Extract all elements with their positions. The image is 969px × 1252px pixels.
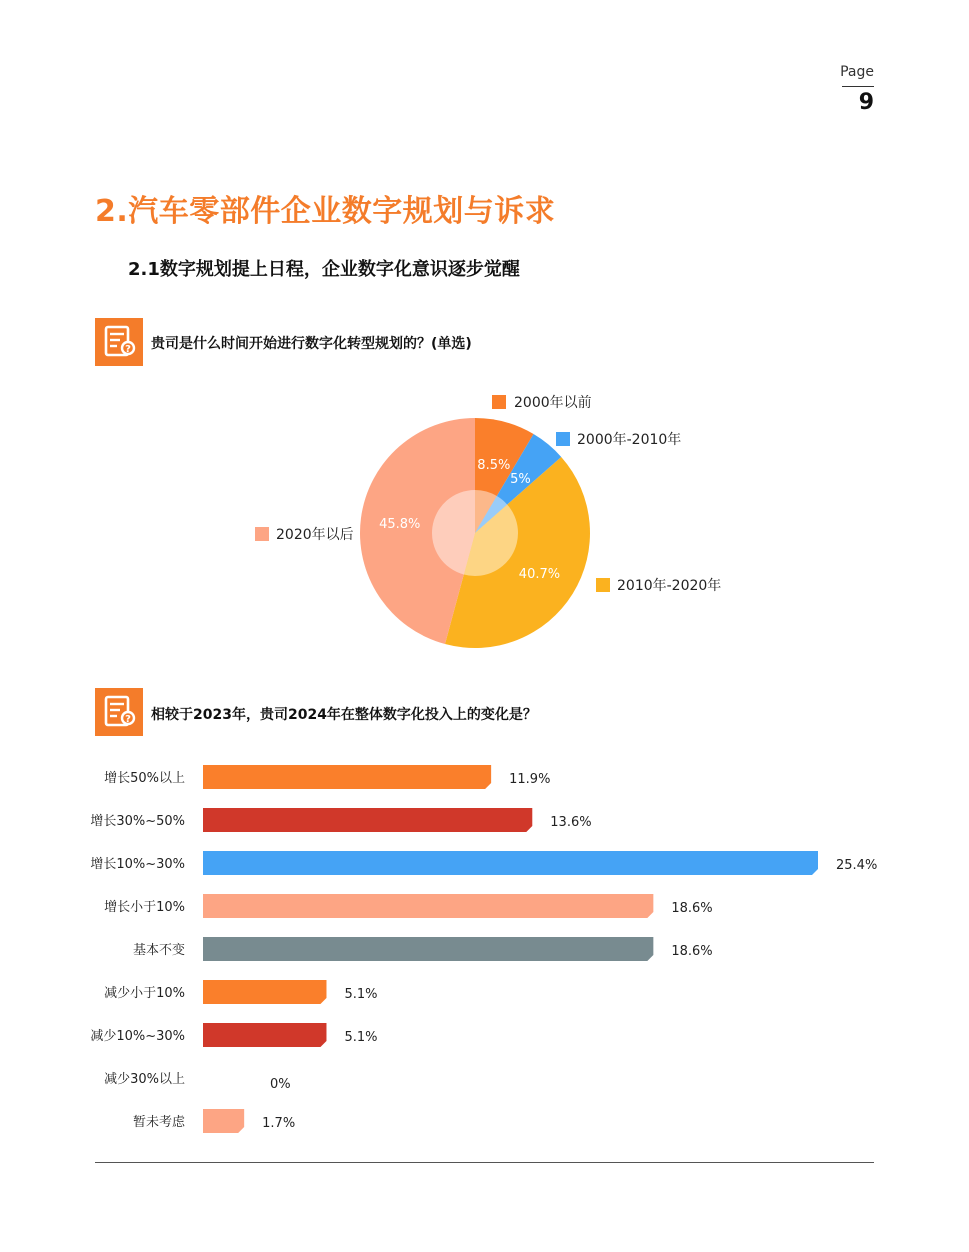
question-1-text: 贵司是什么时间开始进行数字化转型规划的？(单选) xyxy=(151,336,472,352)
bar-value-label: 5.1% xyxy=(344,987,378,1002)
subsection-title: 2.1数字规划提上日程，企业数字化意识逐步觉醒 xyxy=(128,259,520,280)
bar xyxy=(203,851,818,875)
bar-category-label: 暂未考虑 xyxy=(132,1115,185,1130)
bar-category-label: 增长小于10% xyxy=(104,900,185,915)
legend-swatch xyxy=(556,432,570,446)
bar-category-label: 减少30%以上 xyxy=(104,1072,185,1087)
bar xyxy=(203,1023,326,1047)
bar xyxy=(203,1109,244,1133)
section-title: 2.汽车零部件企业数字规划与诉求 xyxy=(95,194,556,229)
bar-value-label: 13.6% xyxy=(550,815,592,830)
bar-value-label: 5.1% xyxy=(344,1030,378,1045)
bar-category-label: 减少10%~30% xyxy=(90,1029,185,1044)
bar-category-label: 基本不变 xyxy=(132,943,185,958)
bar-category-label: 增长30%~50% xyxy=(90,814,185,829)
legend-swatch xyxy=(596,578,610,592)
question-2-text: 相较于2023年，贵司2024年在整体数字化投入上的变化是？ xyxy=(151,707,537,723)
bar-category-label: 减少小于10% xyxy=(104,986,185,1001)
pie-value-label: 45.8% xyxy=(379,517,421,533)
legend-swatch xyxy=(492,395,506,409)
svg-text:?: ? xyxy=(125,714,131,725)
bar xyxy=(203,765,491,789)
legend-swatch xyxy=(255,527,269,541)
page-number: 9 xyxy=(858,90,874,115)
page-label: Page xyxy=(840,64,874,80)
bar xyxy=(203,808,532,832)
bar-value-label: 0% xyxy=(270,1077,291,1092)
bar-value-label: 18.6% xyxy=(671,944,713,959)
bar-value-label: 1.7% xyxy=(262,1116,296,1131)
bar-category-label: 增长10%~30% xyxy=(90,857,185,872)
bar xyxy=(203,937,653,961)
pie-value-label: 40.7% xyxy=(518,567,561,583)
legend-label: 2000年以前 xyxy=(514,395,592,411)
bar-value-label: 18.6% xyxy=(671,901,713,916)
bar-value-label: 25.4% xyxy=(836,858,878,873)
bar-category-label: 增长50%以上 xyxy=(104,771,185,786)
svg-text:?: ? xyxy=(125,344,131,355)
pie-value-label: 5% xyxy=(510,472,531,488)
legend-label: 2020年以后 xyxy=(276,527,354,543)
pie-value-label: 8.5% xyxy=(477,458,511,474)
footer-rule xyxy=(95,1162,874,1163)
bar xyxy=(203,980,326,1004)
legend-label: 2000年-2010年 xyxy=(577,432,682,448)
legend-label: 2010年-2020年 xyxy=(617,578,722,594)
bar xyxy=(203,894,653,918)
bar-value-label: 11.9% xyxy=(509,772,551,787)
